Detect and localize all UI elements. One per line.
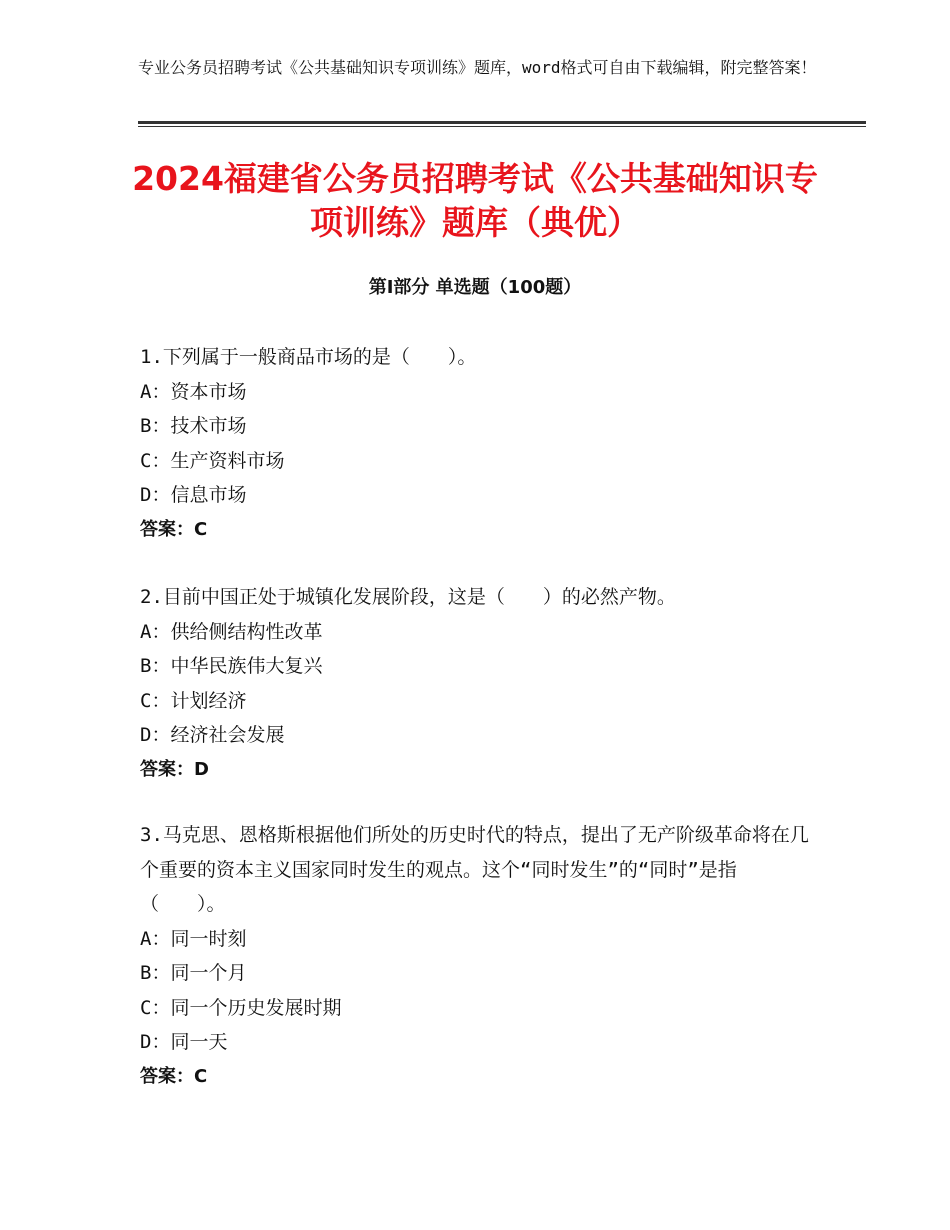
header-rule-thick <box>138 121 866 124</box>
question-1 <box>140 340 820 547</box>
option-b: B：同一个月 <box>140 962 247 984</box>
document-title: 2024福建省公务员招聘考试《公共基础知识专项训练》题库（典优） <box>132 159 818 242</box>
option-b: B：技术市场 <box>140 415 247 437</box>
option-c: C：计划经济 <box>140 689 247 712</box>
question-2 <box>140 580 820 787</box>
option-d: D：同一天 <box>140 1031 228 1053</box>
answer: 答案：C <box>140 518 208 540</box>
option-a: A：同一时刻 <box>140 927 247 950</box>
option-a: A：资本市场 <box>140 380 247 403</box>
question-text: 3.马克思、恩格斯根据他们所处的历史时代的特点，提出了无产阶级革命将在几个重要的资本主义国家同时发生的观点。这个“同时发生”的“同时”是指（ ）。 <box>140 824 809 915</box>
option-c: C：同一个历史发展时期 <box>140 996 342 1019</box>
question-text: 1.下列属于一般商品市场的是（ ）。 <box>140 346 477 368</box>
option-a: A：供给侧结构性改革 <box>140 620 323 643</box>
section-heading: 第Ⅰ部分 单选题（100题） <box>368 277 582 298</box>
option-b: B：中华民族伟大复兴 <box>140 655 323 677</box>
question-text: 2.目前中国正处于城镇化发展阶段，这是（ ）的必然产物。 <box>140 586 676 608</box>
question-3 <box>140 818 820 1094</box>
option-c: C：生产资料市场 <box>140 449 285 472</box>
option-d: D：信息市场 <box>140 484 247 506</box>
answer: 答案：C <box>140 1065 208 1087</box>
answer: 答案：D <box>140 758 209 780</box>
option-d: D：经济社会发展 <box>140 724 285 746</box>
header-rule-thin <box>138 126 866 127</box>
header-note: 专业公务员招聘考试《公共基础知识专项训练》题库，word格式可自由下载编辑，附完整答案！ <box>138 58 817 77</box>
